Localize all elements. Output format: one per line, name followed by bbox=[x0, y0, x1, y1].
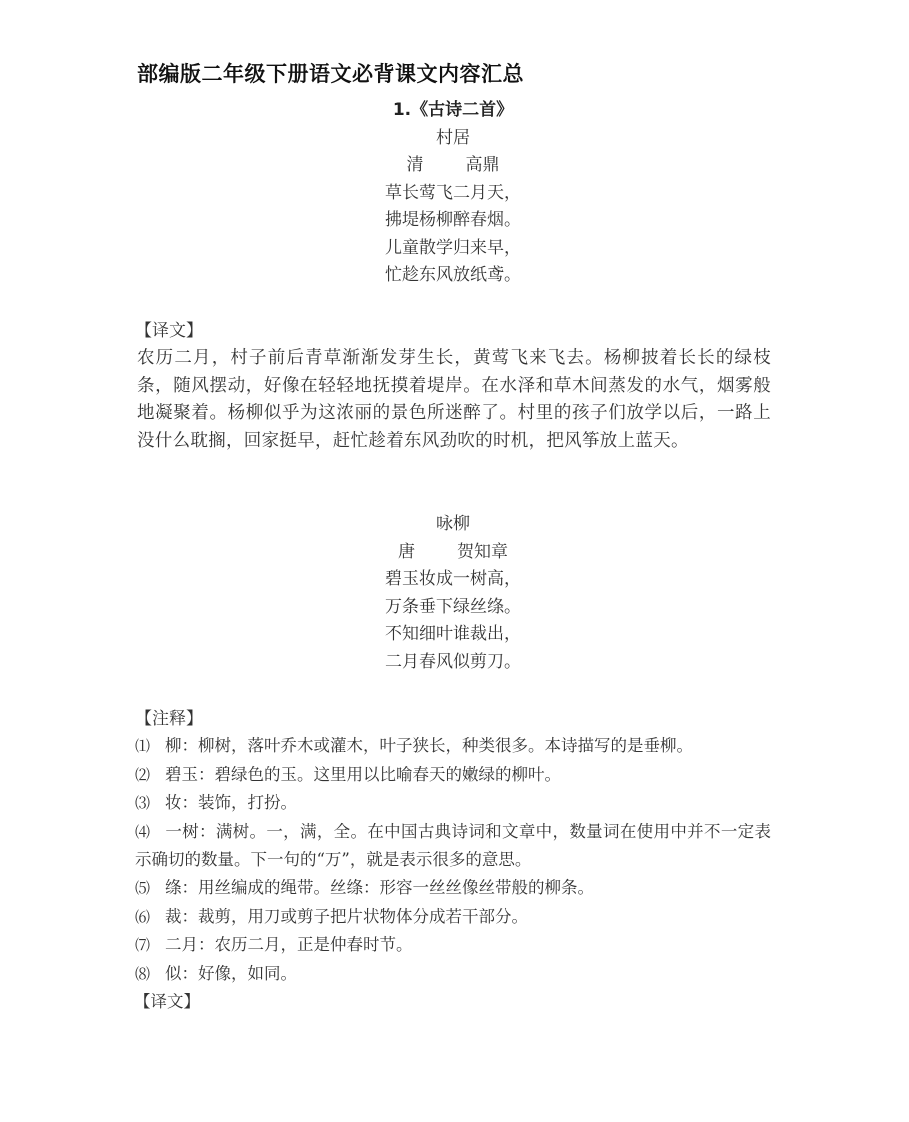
note-item bbox=[135, 789, 785, 818]
note-text: 绦：用丝编成的绳带。丝绦：形容一丝丝像丝带般的柳条。 bbox=[165, 877, 594, 897]
note-text: 一树：满树。一，满，全。在中国古典诗词和文章中，数量词在使用中并不一定表示确切的数量。下一句的“万”，就是表示很多的意思。 bbox=[135, 821, 771, 870]
note-text: 裁：裁剪，用刀或剪子把片状物体分成若干部分。 bbox=[165, 906, 528, 926]
poem-1-dynasty: 清 bbox=[406, 155, 424, 175]
poem-2-block bbox=[137, 511, 769, 676]
notes-label: 【注释】 bbox=[135, 709, 203, 729]
note-item bbox=[135, 818, 771, 874]
poem-1-line: 儿童散学归来早， bbox=[385, 237, 521, 258]
note-number: ⑺ bbox=[135, 936, 151, 955]
note-number: ⑹ bbox=[135, 907, 151, 926]
poem-2-dynasty: 唐 bbox=[398, 541, 415, 562]
note-number: ⑴ bbox=[135, 737, 151, 755]
notes-list bbox=[135, 732, 785, 1016]
poem-1-line: 草长莺飞二月天， bbox=[385, 182, 521, 203]
note-text: 碧玉：碧绿色的玉。这里用以比喻春天的嫩绿的柳叶。 bbox=[165, 764, 561, 784]
note-number: ⑸ bbox=[135, 878, 151, 897]
note-text: 二月：农历二月，正是仲春时节。 bbox=[165, 935, 413, 955]
poem-1-block bbox=[137, 97, 769, 290]
note-number: ⑻ bbox=[135, 964, 151, 983]
note-item bbox=[135, 732, 785, 761]
translation-2-label: 【译文】 bbox=[134, 992, 200, 1012]
note-number: ⑷ bbox=[135, 822, 151, 841]
poem-2-line: 碧玉妆成一树高， bbox=[385, 569, 521, 589]
note-text: 妆：装饰，打扮。 bbox=[165, 793, 297, 813]
translation-1-paragraph: 农历二月，村子前后青草渐渐发芽生长，黄莺飞来飞去。杨柳披着长长的绿枝条，随风摆动，好像在轻轻地抚摸着堤岸。在水泽和草木间蒸发的水气，烟雾般地凝聚着。杨柳似乎为这浓丽的景色所迷醉了。村里的孩子们放学以后，一路上没什么耽搁，回家挺早，赶忙趁着东风劲吹的时机，把风筝放上蓝天。 bbox=[137, 348, 771, 451]
poem-2-line: 不知细叶谁裁出， bbox=[385, 624, 521, 644]
note-text: 似：好像，如同。 bbox=[165, 963, 297, 983]
note-number: ⑶ bbox=[135, 794, 151, 813]
poem-2-line: 万条垂下绿丝绦。 bbox=[385, 596, 521, 617]
poem-1-author: 高鼎 bbox=[465, 155, 500, 175]
poem-2-author-line bbox=[137, 539, 769, 567]
note-item bbox=[135, 960, 785, 989]
poem-2-author: 贺知章 bbox=[457, 541, 508, 562]
lesson-title: 1.《古诗二首》 bbox=[392, 100, 514, 120]
poem-1-title: 村居 bbox=[436, 127, 470, 148]
poem-2-title: 咏柳 bbox=[436, 514, 470, 534]
poem-1-line: 拂堤杨柳醉春烟。 bbox=[385, 210, 521, 230]
note-item bbox=[135, 874, 785, 903]
document-title: 部编版二年级下册语文必背课文内容汇总 bbox=[137, 62, 524, 86]
note-item bbox=[135, 903, 785, 932]
note-text: 柳：柳树，落叶乔木或灌木，叶子狭长，种类很多。本诗描写的是垂柳。 bbox=[165, 736, 693, 755]
poem-2-line: 二月春风似剪刀。 bbox=[385, 651, 521, 672]
translation-label: 【译文】 bbox=[135, 321, 203, 341]
poem-1-line: 忙趁东风放纸鸢。 bbox=[385, 265, 521, 285]
note-number: ⑵ bbox=[135, 765, 151, 784]
note-item bbox=[135, 761, 785, 790]
poem-1-author-line bbox=[137, 152, 769, 180]
note-item bbox=[135, 931, 785, 960]
